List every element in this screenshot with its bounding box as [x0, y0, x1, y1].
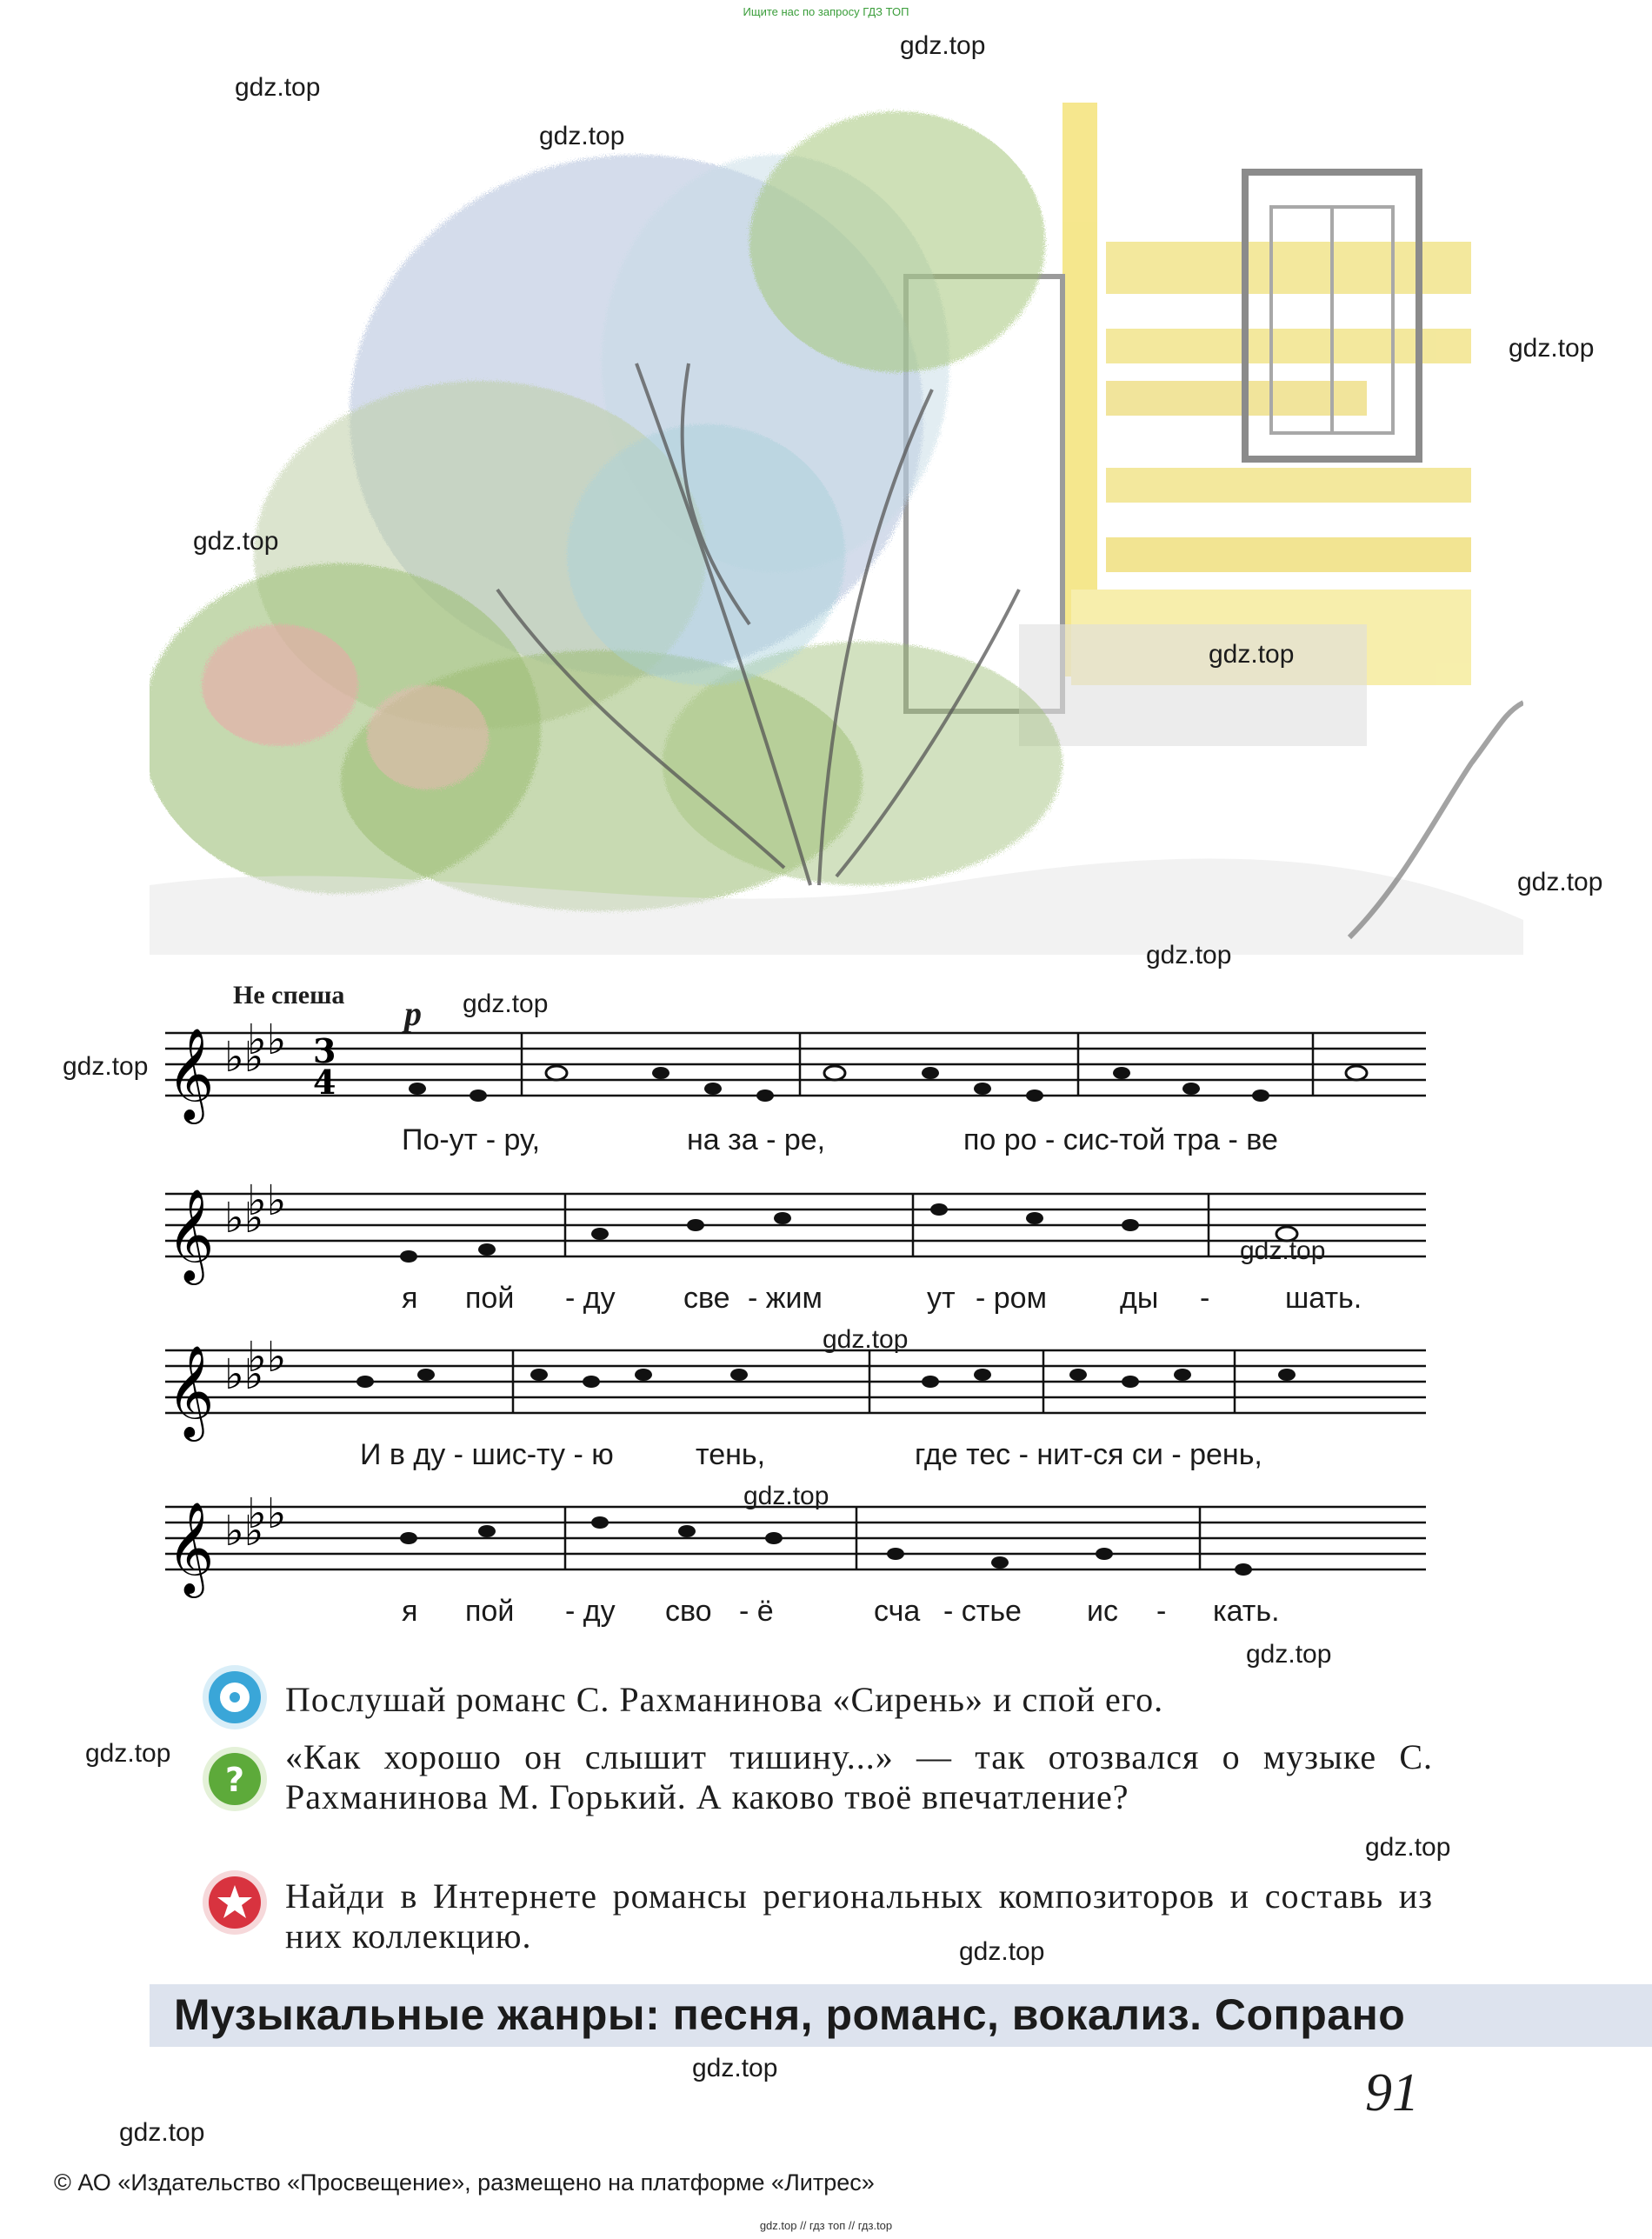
watermark: gdz.top: [743, 1482, 829, 1510]
lyrics-line-4-2: пой: [465, 1595, 515, 1628]
lyrics-line-2-5: - жим: [748, 1282, 823, 1315]
lyrics-line-3-a: И в ду - шис-ту - ю: [360, 1438, 614, 1471]
lyrics-line-4-5: - ё: [739, 1595, 774, 1628]
lyrics-line-2-3: - ду: [565, 1282, 616, 1315]
task-listen-text: Послушай романс С. Рахманинова «Сирень» и спой его.: [285, 1680, 1164, 1719]
watermark: gdz.top: [193, 527, 279, 556]
tempo-marking: Не спеша: [233, 981, 345, 1010]
watermark: gdz.top: [1246, 1640, 1332, 1669]
svg-text:𝄞: 𝄞: [167, 1344, 215, 1437]
lyrics-line-4-1: я: [402, 1595, 418, 1628]
treble-clef-icon: 𝄞: [167, 1027, 215, 1120]
lyrics-line-3-c: где тес - нит-ся си - рень,: [915, 1438, 1262, 1471]
watermark: gdz.top: [1509, 334, 1595, 363]
watermark: gdz.top: [1365, 1833, 1451, 1862]
svg-text:♭♭: ♭♭: [247, 1489, 287, 1538]
lyrics-line-4-7: - стье: [943, 1595, 1022, 1628]
lyrics-line-1-a: По-ут - ру,: [402, 1123, 541, 1156]
staff-line-3: [157, 1326, 1435, 1456]
copyright: © АО «Издательство «Просвещение», размещено на платформе «Литрес»: [54, 2169, 875, 2196]
star-icon: [202, 1869, 268, 1936]
lyrics-line-4-3: - ду: [565, 1595, 616, 1628]
svg-text:𝄞: 𝄞: [167, 1188, 215, 1281]
svg-text:𝄞: 𝄞: [167, 1501, 215, 1594]
watermark: gdz.top: [119, 2118, 205, 2147]
dynamic-marking: p: [404, 994, 422, 1033]
watermark: gdz.top: [235, 73, 321, 102]
lyrics-line-4-10: кать.: [1213, 1595, 1280, 1628]
watermark: gdz.top: [63, 1052, 149, 1081]
svg-text:♭♭: ♭♭: [247, 1333, 287, 1382]
watermark: gdz.top: [1209, 640, 1295, 669]
watermark: gdz.top: [463, 990, 549, 1018]
lilac-bush-illustration: [150, 103, 1523, 955]
header-note: Ищите нас по запросу ГДЗ ТОП: [743, 5, 909, 18]
lyrics-line-2-1: я: [402, 1282, 418, 1315]
lyrics-line-2-4: све: [683, 1282, 730, 1315]
svg-text:?: ?: [224, 1761, 245, 1799]
lyrics-line-3-b: тень,: [696, 1438, 766, 1471]
svg-text:♭♭: ♭♭: [247, 1176, 287, 1225]
watermark: gdz.top: [85, 1739, 171, 1768]
watermark: gdz.top: [1240, 1236, 1326, 1265]
footer-note: gdz.top // гдз топ // гдз.top: [759, 2219, 893, 2232]
lyrics-line-2-6: ут: [927, 1282, 956, 1315]
flat-signs: ♭♭: [224, 1033, 264, 1082]
lyrics-line-4-4: сво: [665, 1595, 712, 1628]
task-star-text: Найди в Интернете романсы региональных композиторов и составь из них коллекцию.: [285, 1876, 1433, 1956]
time-signature-bottom: 4: [313, 1063, 336, 1102]
watermark: gdz.top: [1517, 868, 1603, 896]
question-icon: [202, 1746, 268, 1812]
watermark: gdz.top: [900, 31, 986, 60]
lyrics-line-1-b: на за - ре,: [687, 1123, 826, 1156]
lyrics-line-4-6: сча: [874, 1595, 921, 1628]
watermark: gdz.top: [1146, 941, 1232, 970]
lyrics-line-4-9: -: [1156, 1595, 1167, 1628]
lyrics-line-2-7: - ром: [976, 1282, 1047, 1315]
lyrics-line-1-c: по ро - сис-той тра - ве: [963, 1123, 1278, 1156]
listen-disc-icon: [202, 1664, 268, 1730]
watermark: gdz.top: [539, 122, 625, 150]
topic-banner-title: Музыкальные жанры: песня, романс, вокализ. Сопрано: [174, 1990, 1406, 2039]
page-number: 91: [1365, 2063, 1419, 2122]
watermark: gdz.top: [959, 1937, 1045, 1966]
staff-line-1: [157, 1009, 1435, 1139]
lyrics-line-2-2: пой: [465, 1282, 515, 1315]
svg-text:♭♭: ♭♭: [224, 1350, 264, 1399]
time-signature-top: 3: [313, 1031, 336, 1070]
staff-line-2: [157, 1169, 1435, 1300]
lyrics-line-4-8: ис: [1087, 1595, 1118, 1628]
lyrics-line-2-8: ды: [1120, 1282, 1159, 1315]
lyrics-line-2-9: -: [1200, 1282, 1210, 1315]
watermark: gdz.top: [823, 1325, 909, 1354]
task-question-text: «Как хорошо он слышит тишину...» — так отозвался о музыке С. Рахманинова М. Горький. А каково твоё впечатление?: [285, 1737, 1433, 1816]
svg-text:♭♭: ♭♭: [224, 1507, 264, 1556]
svg-text:♭♭: ♭♭: [247, 1016, 287, 1064]
watermark: gdz.top: [692, 2054, 778, 2082]
svg-text:♭♭: ♭♭: [224, 1194, 264, 1243]
lyrics-line-2-10: шать.: [1285, 1282, 1362, 1315]
